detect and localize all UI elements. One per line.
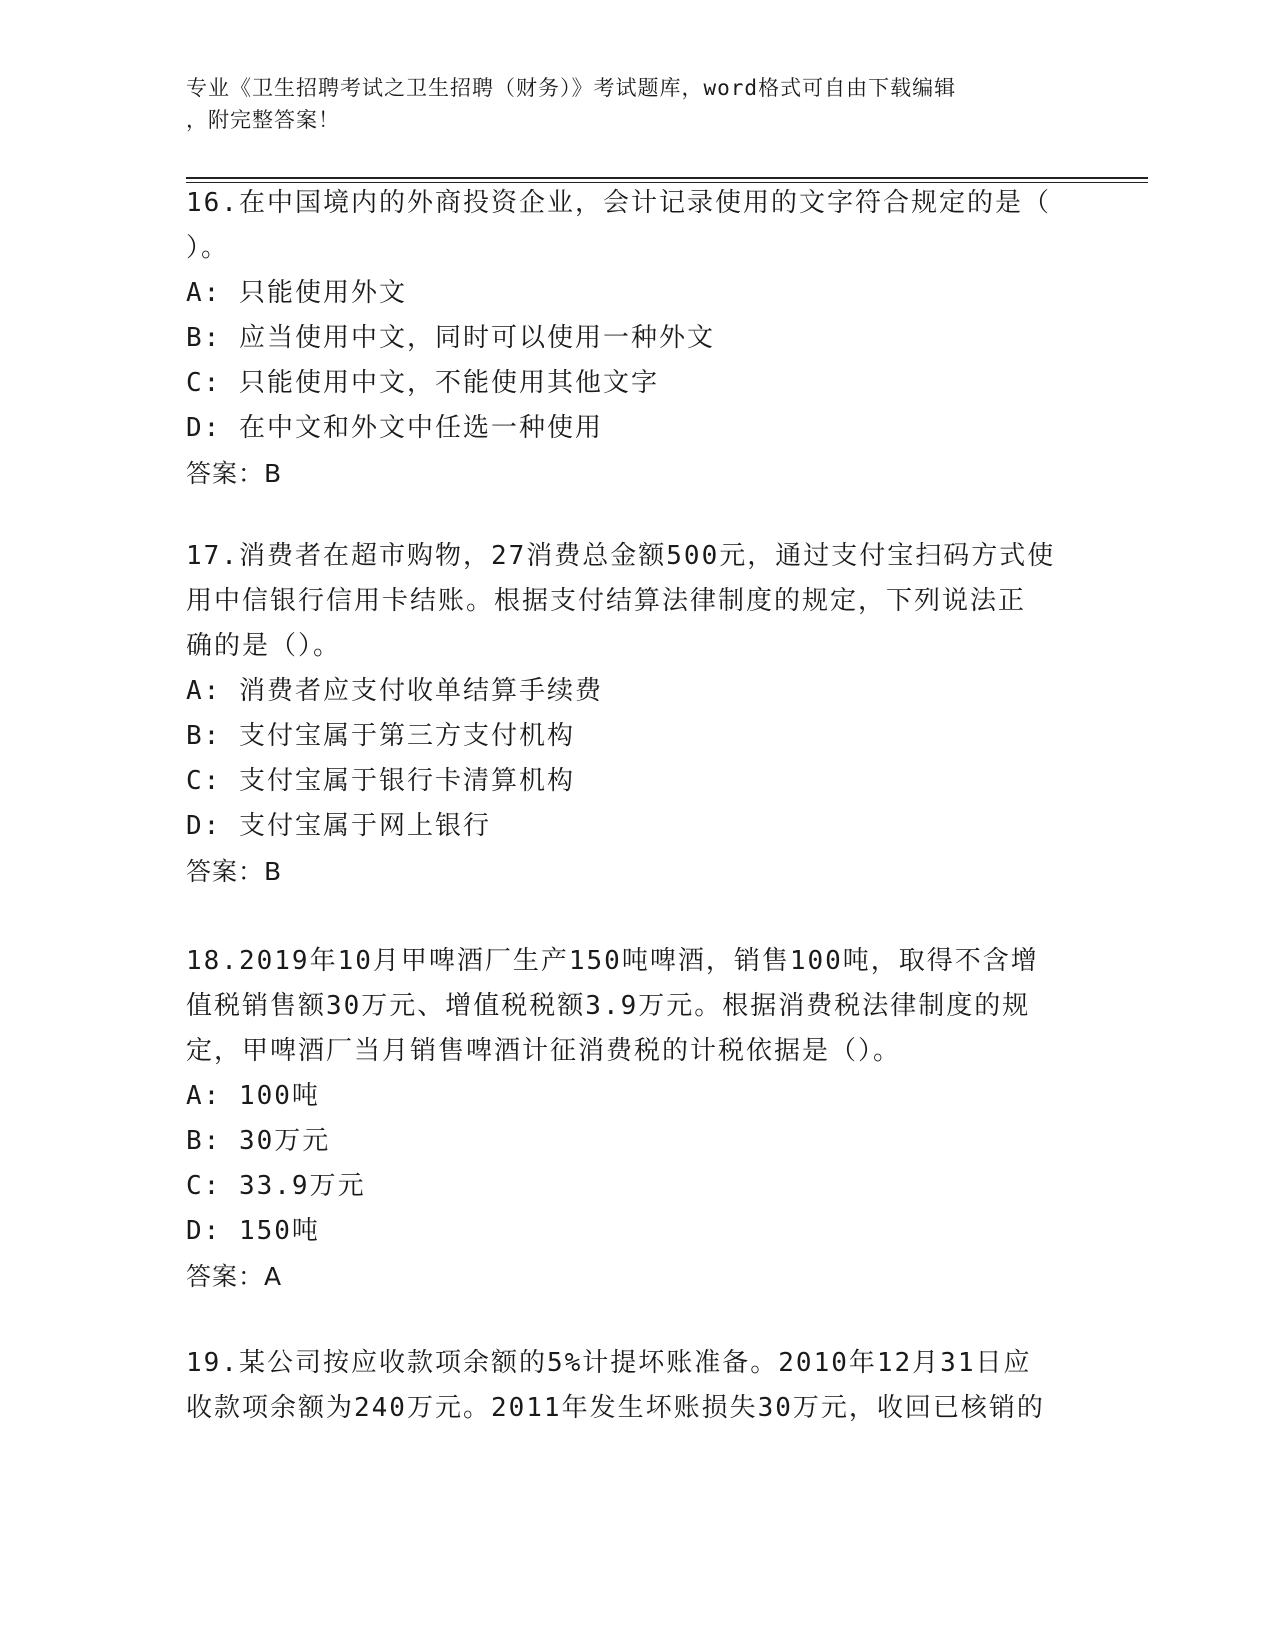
answer-line: 答案：A <box>186 1262 283 1291</box>
answer-line: 答案：B <box>186 459 283 488</box>
option-a: A: 只能使用外文 <box>186 278 407 308</box>
option-c: C: 支付宝属于银行卡清算机构 <box>186 766 575 796</box>
question-16 <box>186 181 1086 496</box>
option-b: B: 支付宝属于第三方支付机构 <box>186 721 575 751</box>
question-17 <box>186 534 1086 894</box>
option-a: A: 消费者应支付收单结算手续费 <box>186 676 603 706</box>
question-stem-line: 18.2019年10月甲啤酒厂生产150吨啤酒，销售100吨，取得不含增 <box>186 946 1039 976</box>
question-stem-line: 确的是（）。 <box>186 631 342 661</box>
question-stem-line: 收款项余额为240万元。2011年发生坏账损失30万元，收回已核销的 <box>186 1393 1045 1423</box>
question-19 <box>186 1341 1086 1431</box>
header-line-1: 专业《卫生招聘考试之卫生招聘（财务）》考试题库，word格式可自由下载编辑 <box>186 76 957 100</box>
option-c: C: 33.9万元 <box>186 1171 366 1201</box>
question-stem-line: ）。 <box>186 233 230 263</box>
option-c: C: 只能使用中文，不能使用其他文字 <box>186 368 659 398</box>
question-stem-line: 定，甲啤酒厂当月销售啤酒计征消费税的计税依据是（）。 <box>186 1036 902 1066</box>
question-stem-line: 16.在中国境内的外商投资企业，会计记录使用的文字符合规定的是（ <box>186 188 1051 218</box>
question-18 <box>186 939 1086 1299</box>
option-a: A: 100吨 <box>186 1081 320 1111</box>
answer-line: 答案：B <box>186 857 283 886</box>
option-d: D: 在中文和外文中任选一种使用 <box>186 413 603 443</box>
header-divider-thick <box>186 177 1148 179</box>
option-d: D: 150吨 <box>186 1216 320 1246</box>
option-b: B: 应当使用中文，同时可以使用一种外文 <box>186 323 715 353</box>
option-d: D: 支付宝属于网上银行 <box>186 811 491 841</box>
question-stem-line: 19.某公司按应收款项余额的5%计提坏账准备。2010年12月31日应 <box>186 1348 1032 1378</box>
document-header <box>186 72 1066 136</box>
question-stem-line: 值税销售额30万元、增值税税额3.9万元。根据消费税法律制度的规 <box>186 991 1031 1021</box>
option-b: B: 30万元 <box>186 1126 331 1156</box>
header-line-2: ，附完整答案！ <box>186 108 340 132</box>
question-stem-line: 17.消费者在超市购物，27消费总金额500元，通过支付宝扫码方式使 <box>186 541 1056 571</box>
question-stem-line: 用中信银行信用卡结账。根据支付结算法律制度的规定，下列说法正 <box>186 586 1027 616</box>
